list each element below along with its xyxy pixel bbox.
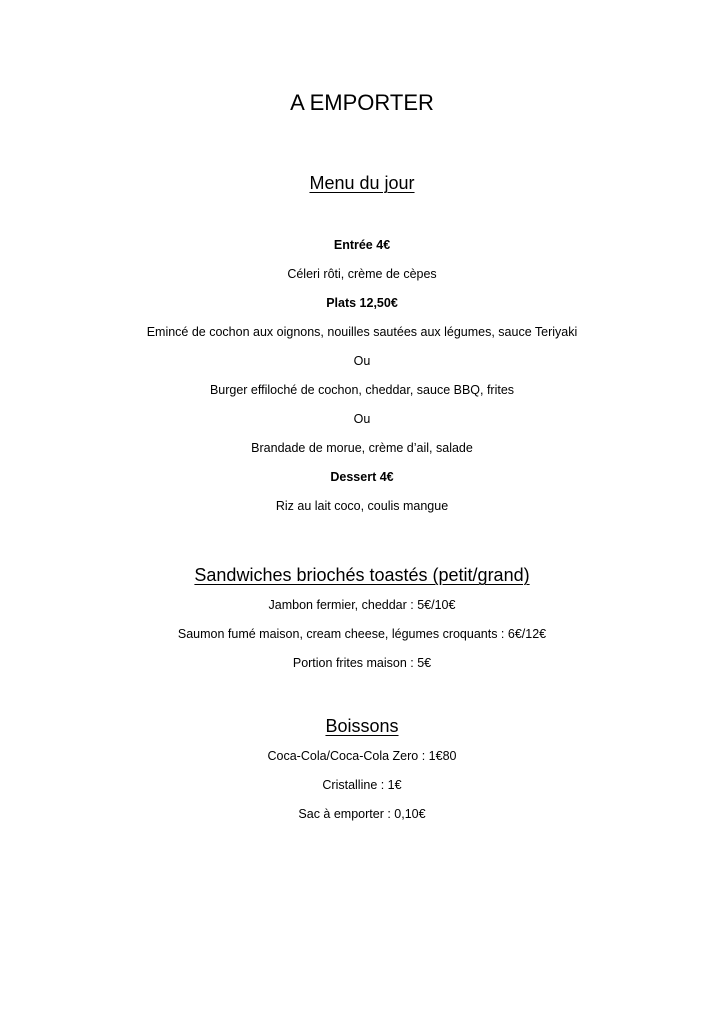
boissons-heading: Boissons	[325, 716, 399, 736]
entree-course-label: Entrée 4€	[333, 238, 391, 252]
sandwiches-heading: Sandwiches briochés toastés (petit/grand)	[194, 565, 530, 585]
page-title: A EMPORTER	[290, 90, 434, 115]
menu-du-jour-heading: Menu du jour	[309, 173, 415, 193]
sandwich-item: Jambon fermier, cheddar : 5€/10€	[268, 598, 456, 612]
sandwich-item: Saumon fumé maison, cream cheese, légumes croquants : 6€/12€	[177, 627, 547, 641]
plat-option-3: Brandade de morue, crème d’ail, salade	[251, 441, 473, 455]
boisson-item: Cristalline : 1€	[322, 778, 402, 792]
entree-dish: Céleri rôti, crème de cèpes	[287, 267, 437, 281]
plat-separator-ou: Ou	[353, 354, 371, 368]
dessert-dish: Riz au lait coco, coulis mangue	[275, 499, 449, 513]
boisson-item: Sac à emporter : 0,10€	[298, 807, 426, 821]
plat-option-2: Burger effiloché de cochon, cheddar, sauce BBQ, frites	[209, 383, 515, 397]
plat-option-1: Emincé de cochon aux oignons, nouilles sautées aux légumes, sauce Teriyaki	[146, 325, 578, 339]
boisson-item: Coca-Cola/Coca-Cola Zero : 1€80	[267, 749, 457, 763]
dessert-course-label: Dessert 4€	[330, 470, 394, 484]
sandwich-item: Portion frites maison : 5€	[292, 656, 432, 670]
plat-separator-ou: Ou	[353, 412, 371, 426]
plats-course-label: Plats 12,50€	[326, 296, 398, 310]
